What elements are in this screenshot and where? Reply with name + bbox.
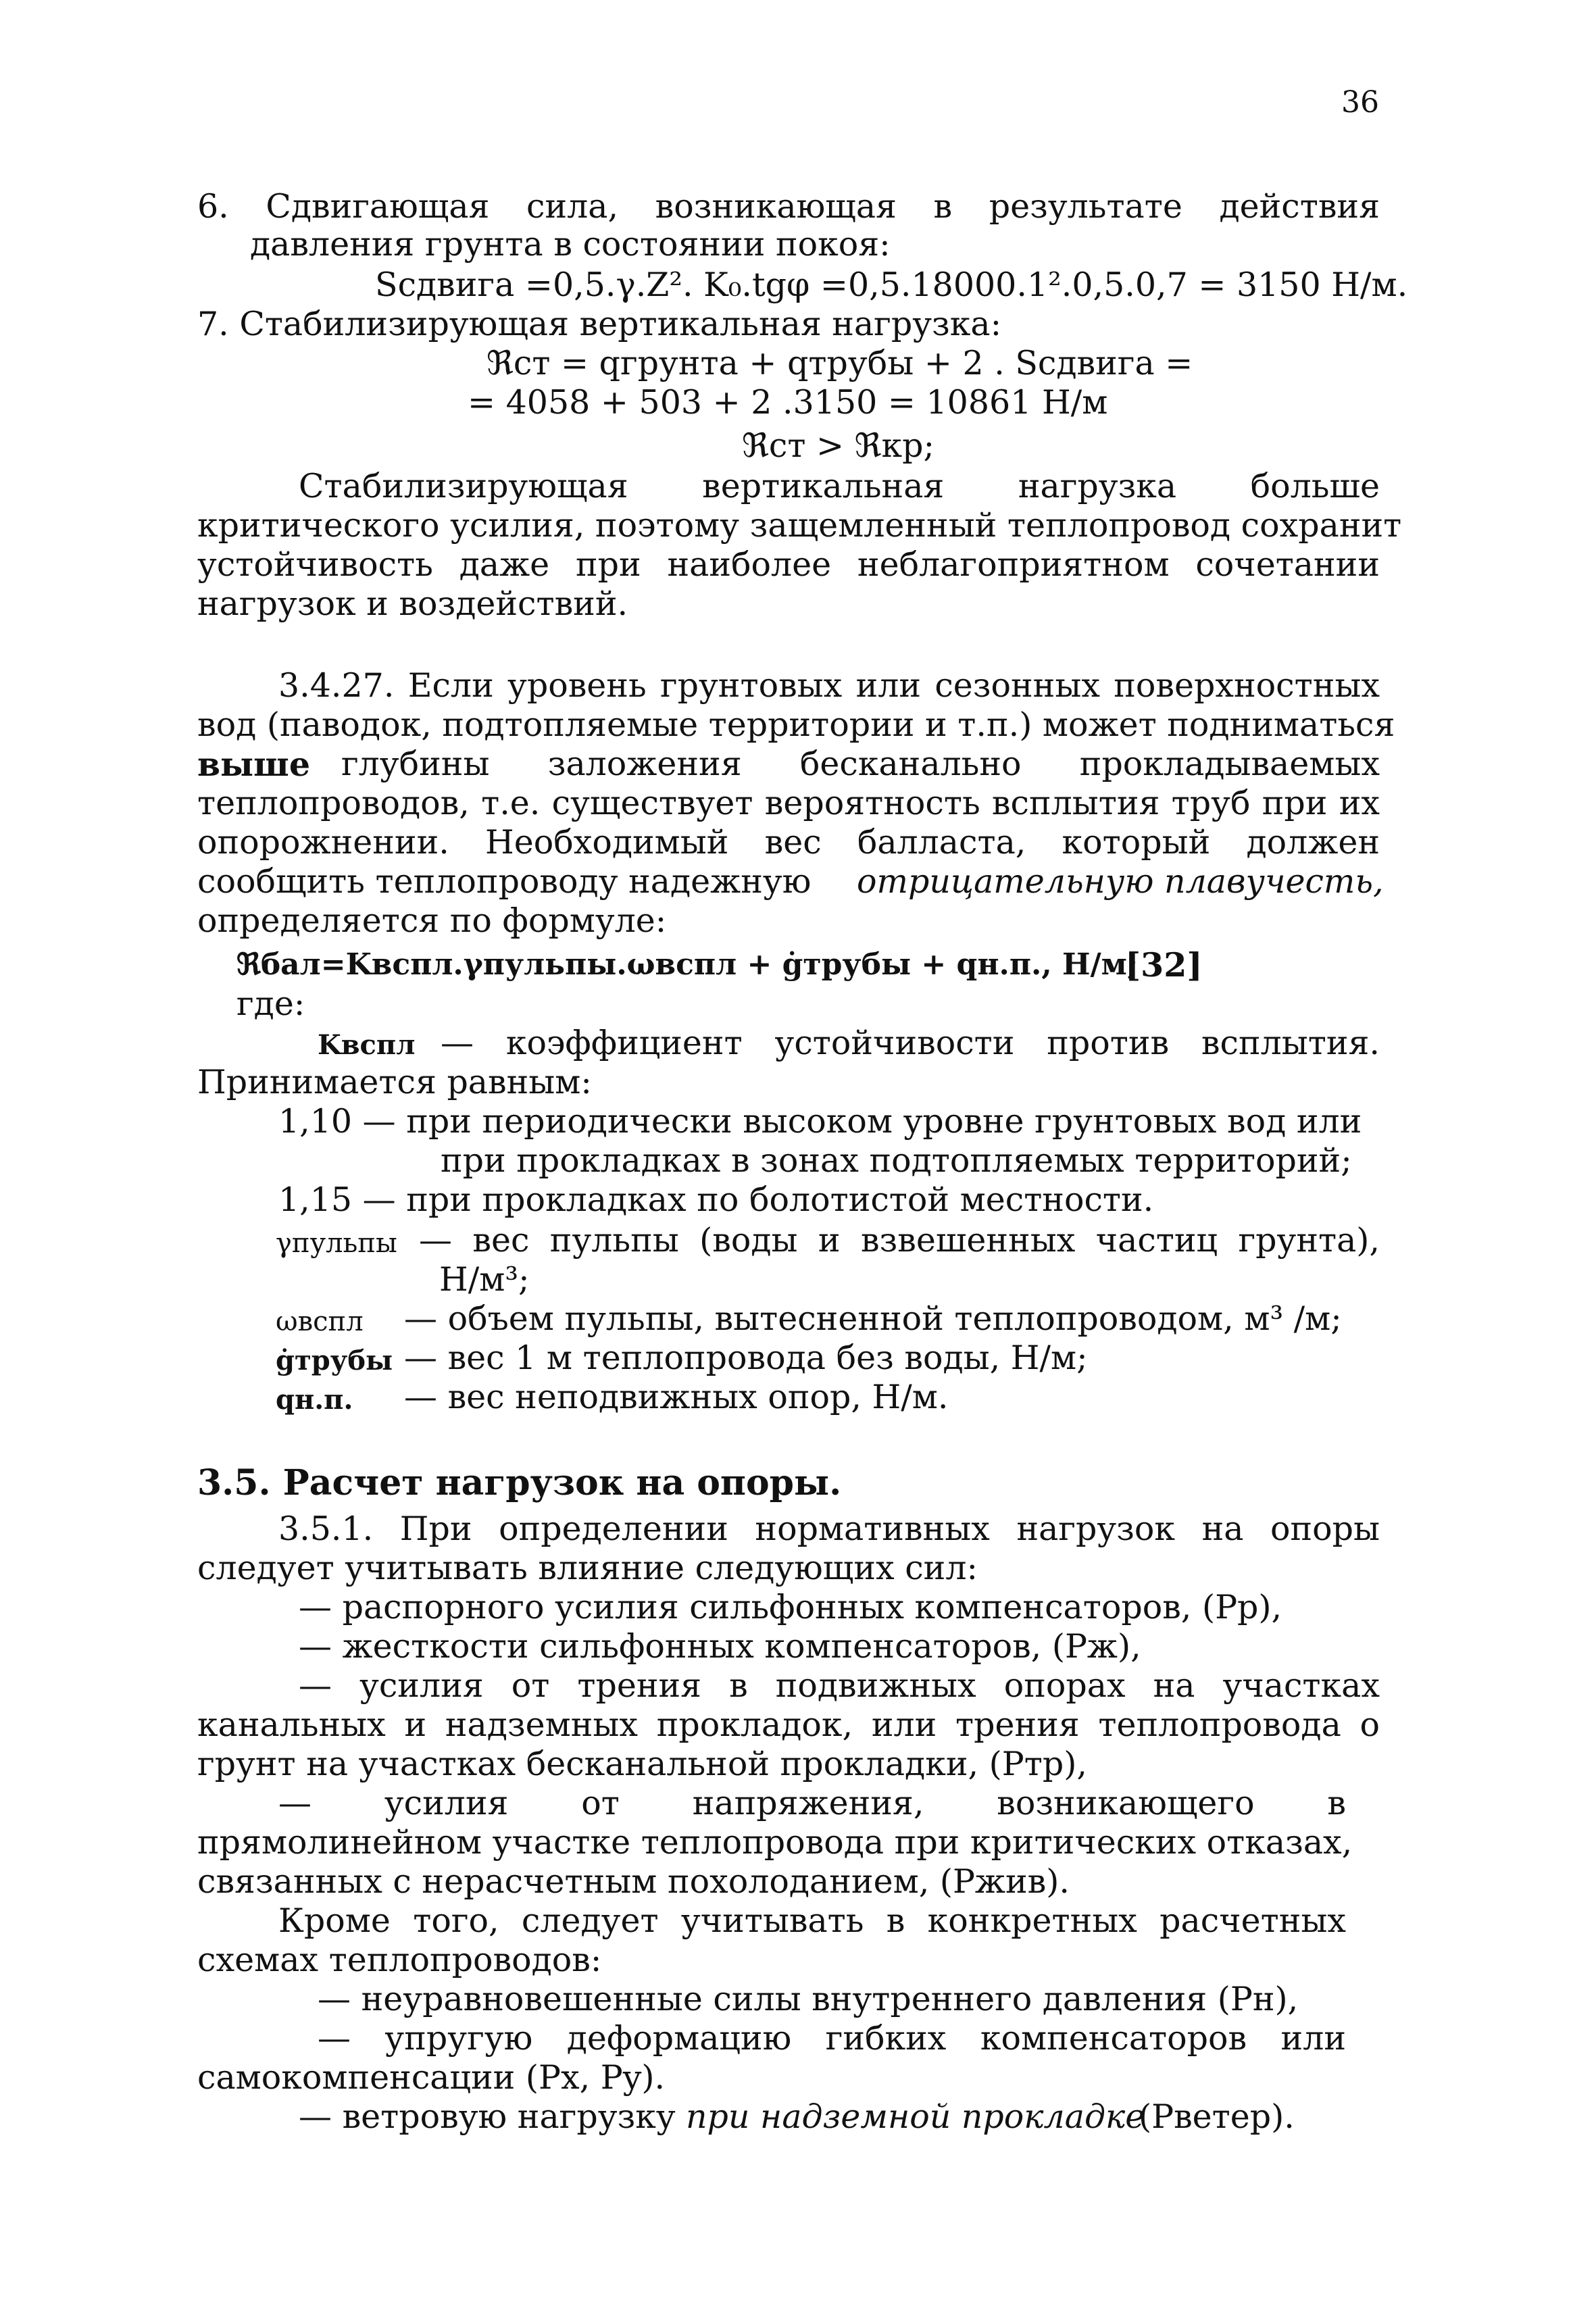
p351-bullet3-line1: — усилия от трения в подвижных опорах на участках xyxy=(299,1666,1380,1705)
p3427-line7: определяется по формуле: xyxy=(197,901,667,940)
item6-line2: давления грунта в состоянии покоя: xyxy=(250,225,891,264)
k-definition-text: — коэффициент устойчивости против всплытия. xyxy=(441,1024,1380,1062)
item7-formula1: ℜст = qгрунта + qтрубы + 2 . Sсдвига = xyxy=(487,344,1193,382)
p351-c3-italic: при надземной прокладке xyxy=(686,2097,1145,2136)
p3427-line2: вод (паводок, подтопляемые территории и т.п.) может подниматься xyxy=(197,705,1395,744)
p3427-line3-rest: глубины заложения бесканально прокладываемых xyxy=(341,745,1380,783)
p351-bullet4-line1: — усилия от напряжения, возникающего в xyxy=(278,1784,1346,1822)
conclusion-line: критического усилия, поэтому защемленный теплопровод сохранит xyxy=(197,506,1402,545)
p351-bullet1: — распорного усилия сильфонных компенсаторов, (Pр), xyxy=(299,1588,1282,1626)
item6-formula: Sсдвига =0,5.γ.Z². K₀.tgφ =0,5.18000.1².0,5.0,7 = 3150 Н/м. xyxy=(375,266,1408,304)
definition-symbol: γпульпы xyxy=(276,1228,397,1259)
definition-text: — вес пульпы (воды и взвешенных частиц грунта), xyxy=(419,1221,1380,1260)
p351-also-line2: схемах теплопроводов: xyxy=(197,1941,602,1979)
item7-formula2: = 4058 + 503 + 2 .3150 = 10861 Н/м xyxy=(468,383,1108,422)
p3427-where: где: xyxy=(236,985,305,1023)
section-heading: 3.5. Расчет нагрузок на опоры. xyxy=(197,1462,842,1503)
p3427-formula-ref: [32] xyxy=(1125,945,1203,985)
k-value-110-line1: 1,10 — при периодически высоком уровне грунтовых вод или xyxy=(278,1102,1362,1141)
p3427-line1: 3.4.27. Если уровень грунтовых или сезонных поверхностных xyxy=(278,666,1380,705)
item7-line1: 7. Стабилизирующая вертикальная нагрузка: xyxy=(197,305,1002,343)
conclusion-line: устойчивость даже при наиболее неблагоприятном сочетании xyxy=(197,545,1380,584)
k-value-115: 1,15 — при прокладках по болотистой местности. xyxy=(278,1180,1154,1219)
conclusion-line: нагрузок и воздействий. xyxy=(197,584,628,623)
p351-bullet4-line3: связанных с нерасчетным похолоданием, (Pжив). xyxy=(197,1862,1070,1901)
definition-text: — вес неподвижных опор, Н/м. xyxy=(404,1378,949,1416)
p351-bullet3-line3: грунт на участках бесканальной прокладки, (Pтр), xyxy=(197,1745,1087,1783)
p351-line2: следует учитывать влияние следующих сил: xyxy=(197,1549,978,1587)
definition-symbol: ġтрубы xyxy=(276,1345,393,1376)
conclusion-line: Стабилизирующая вертикальная нагрузка больше xyxy=(299,467,1380,505)
p3427-line4: теплопроводов, т.е. существует вероятность всплытия труб при их xyxy=(197,784,1380,822)
p351-bullet3-line2: канальных и надземных прокладок, или трения теплопровода о xyxy=(197,1706,1380,1744)
p3427-line3-bold: выше xyxy=(197,745,311,784)
k-value-110-line2: при прокладках в зонах подтопляемых территорий; xyxy=(441,1141,1352,1180)
p3427-line6-italic: отрицательную плавучесть, xyxy=(857,862,1384,901)
p351-c2-line2: самокомпенсации (Px, Py). xyxy=(197,2058,666,2097)
definition-symbol: qн.п. xyxy=(276,1384,353,1416)
p351-line1: 3.5.1. При определении нормативных нагрузок на опоры xyxy=(278,1510,1380,1548)
item7-formula3: ℜст > ℜкр; xyxy=(742,426,935,465)
definition-symbol: ωвспл xyxy=(276,1306,364,1337)
item6-line1: 6. Сдвигающая сила, возникающая в результате действия xyxy=(197,187,1380,226)
p351-c3-end: (Pветер). xyxy=(1139,2097,1295,2136)
definition-text: — вес 1 м теплопровода без воды, Н/м; xyxy=(404,1339,1088,1377)
p351-bullet4-line2: прямолинейном участке теплопровода при критических отказах, xyxy=(197,1823,1353,1862)
p351-bullet2: — жесткости сильфонных компенсаторов, (Pж), xyxy=(299,1627,1141,1666)
p3427-formula: ℜбал=Kвспл.γпульпы.ωвспл + ġтрубы + qн.п., Н/м; xyxy=(236,947,1139,982)
p351-also-line1: Кроме того, следует учитывать в конкретных расчетных xyxy=(278,1901,1346,1940)
p3427-line6-start: сообщить теплопроводу надежную xyxy=(197,862,812,901)
k-accepted: Принимается равным: xyxy=(197,1063,592,1101)
definition-text: — объем пульпы, вытесненной теплопроводом, м³ /м; xyxy=(404,1299,1342,1338)
p351-c3-start: — ветровую нагрузку xyxy=(299,2097,676,2136)
k-symbol: Kвспл xyxy=(318,1029,416,1061)
page-number: 36 xyxy=(1341,85,1379,120)
definition-cont: Н/м³; xyxy=(439,1260,530,1299)
p3427-line5: опорожнении. Необходимый вес балласта, который должен xyxy=(197,823,1380,862)
p351-c2-line1: — упругую деформацию гибких компенсаторов или xyxy=(318,2019,1346,2058)
p351-c1: — неуравновешенные силы внутреннего давления (Pн), xyxy=(318,1980,1299,2018)
